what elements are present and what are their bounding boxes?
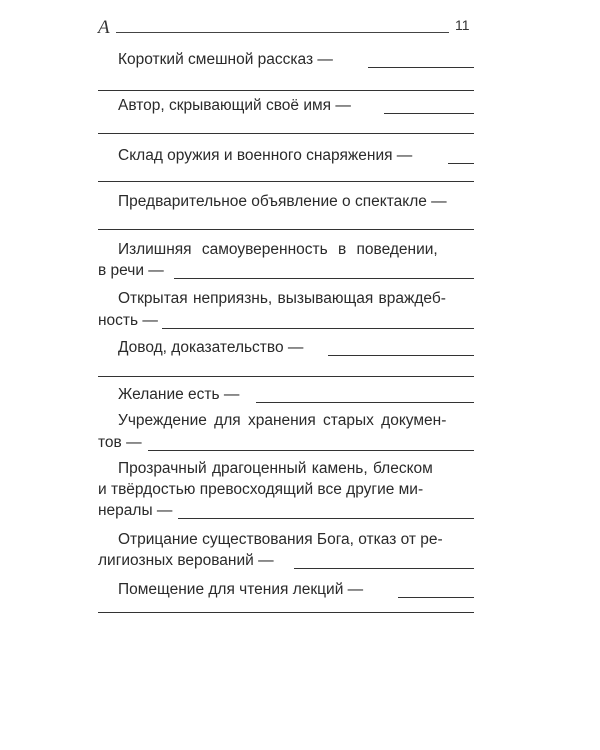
exercise-item (98, 50, 474, 96)
item-text: Прозрачный драгоценный камень, блеском (118, 460, 433, 477)
answer-blank[interactable] (448, 163, 474, 164)
exercise-item (98, 385, 474, 407)
answer-blank[interactable] (384, 113, 474, 114)
exercise-item (98, 580, 474, 616)
answer-blank[interactable] (178, 518, 474, 519)
item-text: Довод, доказательство — (118, 339, 304, 356)
exercise-item (98, 240, 474, 280)
exercise-item (98, 289, 474, 331)
answer-line[interactable] (98, 612, 474, 613)
answer-blank[interactable] (368, 67, 474, 68)
answer-blank[interactable] (398, 597, 474, 598)
answer-blank[interactable] (294, 568, 474, 569)
answer-blank[interactable] (256, 402, 474, 403)
item-text: Учреждение для хранения старых докумен- (118, 412, 447, 429)
item-text: Открытая неприязнь, вызывающая враждеб- (118, 290, 446, 307)
answer-line[interactable] (98, 229, 474, 230)
item-text: Излишняя самоуверенность в поведении, (118, 241, 438, 258)
answer-blank[interactable] (174, 278, 474, 279)
answer-line[interactable] (98, 133, 474, 134)
exercise-item (98, 146, 474, 186)
page-number: 11 (455, 17, 470, 33)
section-letter: А (98, 17, 110, 38)
item-text: Короткий смешной рассказ — (118, 51, 333, 68)
item-text: лигиозных верований — (98, 552, 274, 569)
item-text: в речи — (98, 262, 164, 279)
exercise-item (98, 192, 474, 234)
item-text: Автор, скрывающий своё имя — (118, 97, 351, 114)
header-rule (116, 32, 449, 33)
item-text: тов — (98, 434, 142, 451)
item-text: ность — (98, 312, 158, 329)
item-text: Отрицание существования Бога, отказ от ре- (118, 531, 443, 548)
exercise-item (98, 96, 474, 138)
answer-blank[interactable] (328, 355, 474, 356)
item-text: и твёрдостью превосходящий все другие ми- (98, 481, 424, 498)
item-text: нералы — (98, 502, 173, 519)
item-text: Склад оружия и военного снаряжения — (118, 147, 413, 164)
answer-blank[interactable] (148, 450, 474, 451)
answer-line[interactable] (98, 181, 474, 182)
exercise-item (98, 530, 474, 574)
item-text: Желание есть — (118, 386, 240, 403)
exercise-item (98, 459, 474, 525)
item-text: Помещение для чтения лекций — (118, 581, 364, 598)
answer-line[interactable] (98, 90, 474, 91)
exercise-item (98, 338, 474, 382)
item-text: Предварительное объявление о спектакле — (118, 193, 447, 210)
answer-line[interactable] (98, 376, 474, 377)
answer-blank[interactable] (162, 328, 474, 329)
exercise-item (98, 411, 474, 455)
